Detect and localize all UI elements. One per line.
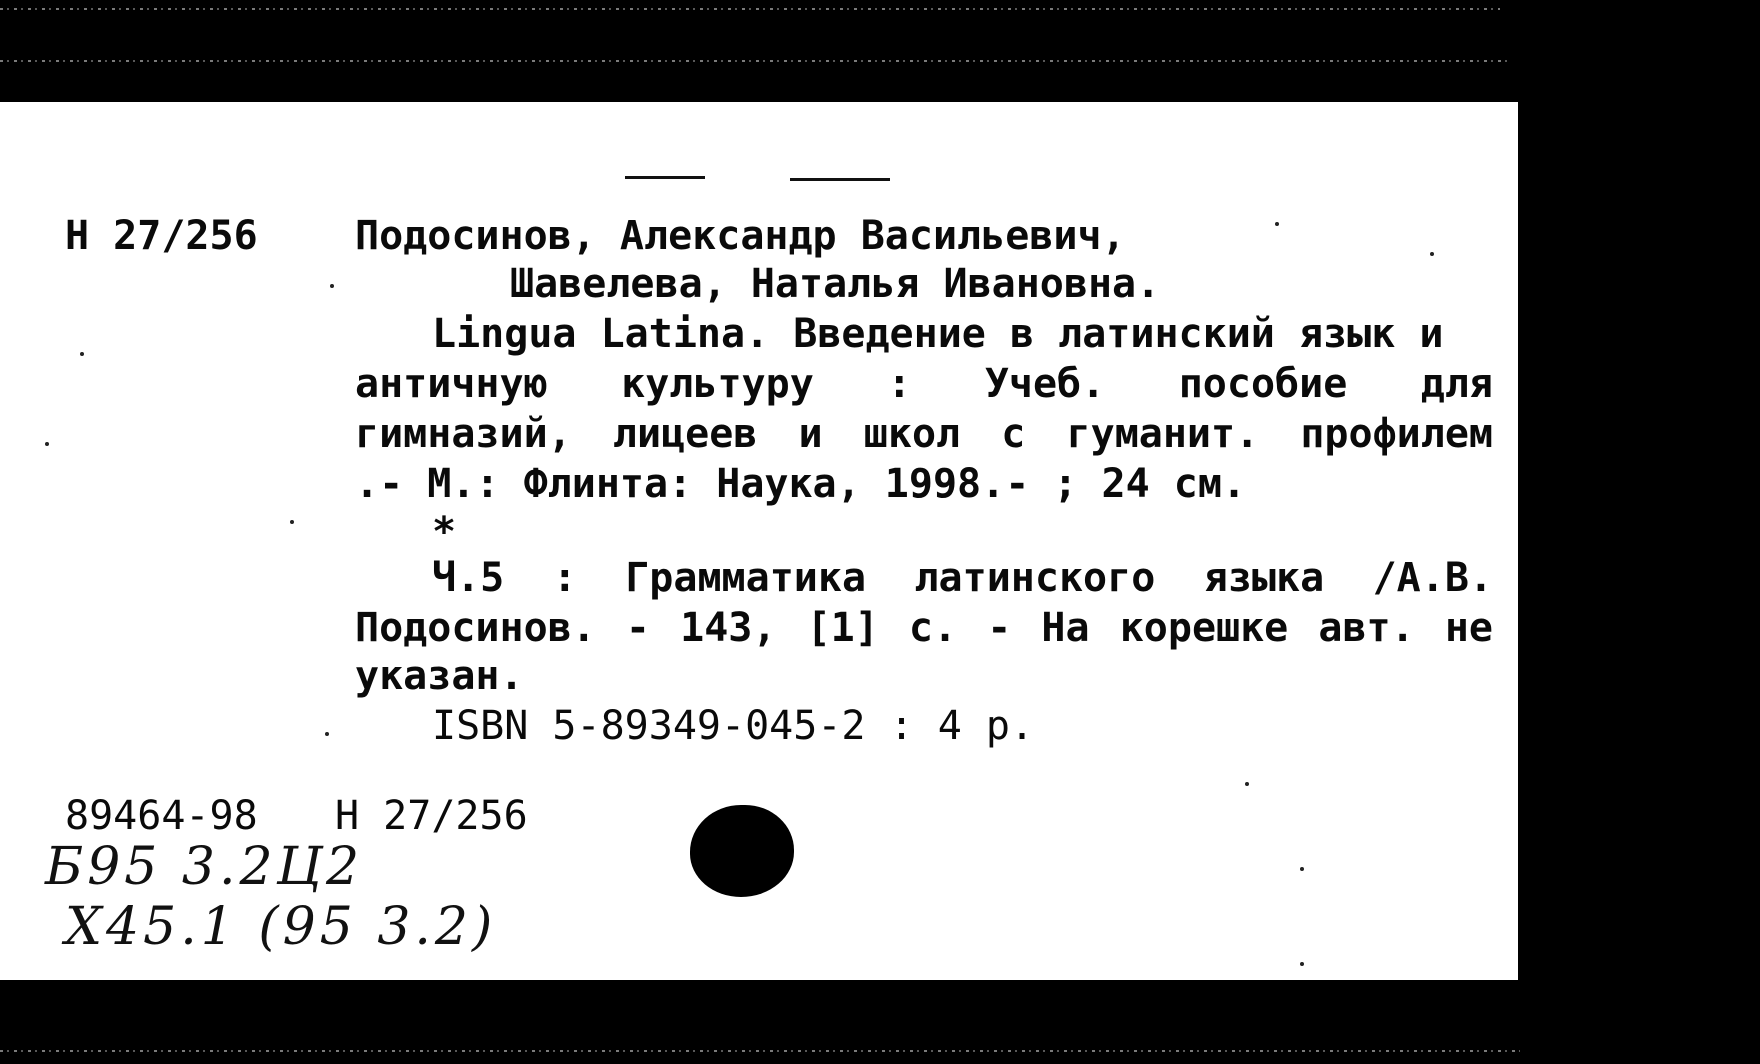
title-line-2: античную культуру : Учеб. пособие для — [355, 361, 1493, 407]
shelf-mark: Н 27/256 — [65, 213, 258, 259]
handwritten-classification-2: Х45.1 (95 3.2) — [65, 897, 497, 957]
speck — [1300, 962, 1304, 966]
decorative-dash — [790, 178, 890, 181]
handwritten-classification-1: Б95 3.2Ц2 — [45, 837, 364, 897]
speck — [45, 442, 49, 446]
speck — [1300, 867, 1304, 871]
asterisk: * — [432, 509, 457, 555]
speck — [290, 520, 294, 524]
part-line-1: Ч.5 : Грамматика латинского языка /А.В. — [432, 555, 1493, 601]
author-secondary: Шавелева, Наталья Ивановна. — [510, 261, 1161, 307]
decorative-dash — [625, 176, 705, 179]
title-line-1: Lingua Latina. Введение в латинский язык и — [432, 311, 1444, 357]
speck — [330, 284, 334, 288]
speck — [1275, 222, 1279, 226]
speck — [1430, 252, 1434, 256]
part-line-3: указан. — [355, 653, 524, 699]
scan-noise-top — [0, 8, 1500, 10]
punch-hole — [690, 805, 794, 897]
speck — [325, 732, 329, 736]
shelf-mark-bottom: Н 27/256 — [335, 793, 528, 839]
accession-number: 89464-98 — [65, 793, 258, 839]
catalog-card — [0, 102, 1518, 980]
author-primary: Подосинов, Александр Васильевич, — [355, 213, 1126, 259]
part-line-2: Подосинов. - 143, [1] с. - На корешке авт. не — [355, 605, 1493, 651]
scan-noise-bottom — [0, 1050, 1520, 1052]
title-line-3: гимназий, лицеев и школ с гуманит. профилем — [355, 411, 1493, 457]
imprint: .- М.: Флинта: Наука, 1998.- ; 24 см. — [355, 461, 1247, 507]
scan-noise-top-2 — [0, 60, 1510, 62]
isbn: ISBN 5-89349-045-2 : 4 р. — [432, 703, 1035, 749]
speck — [1245, 782, 1249, 786]
speck — [80, 352, 84, 356]
